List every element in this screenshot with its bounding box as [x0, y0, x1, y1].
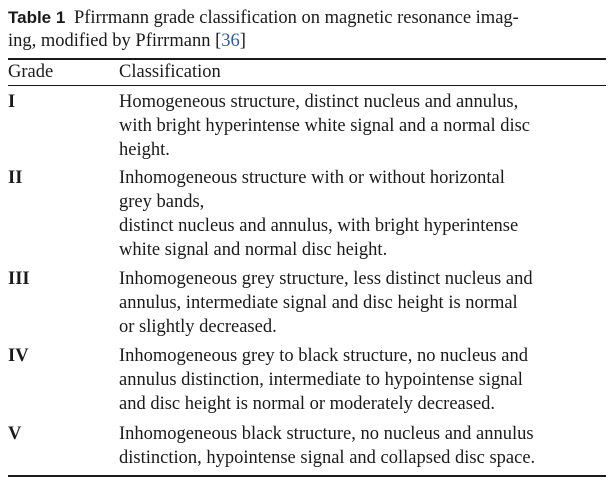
header-classification: Classification: [119, 62, 221, 82]
table-cell-line: distinction, hypointense signal and collapsed disc space.: [119, 448, 536, 468]
table-cell-line: and disc height is normal or moderately decreased.: [119, 394, 496, 414]
table-bottom-rule: [8, 475, 606, 477]
table-cell-line: Inhomogeneous structure with or without horizontal: [119, 168, 505, 188]
caption-text: Pfirrmann grade classification on magnetic resonance imag-: [73, 8, 519, 28]
table-cell-line: annulus distinction, intermediate to hypointense signal: [119, 370, 523, 390]
table-cell-line: Homogeneous structure, distinct nucleus and annulus,: [119, 92, 519, 112]
table-caption: [8, 6, 604, 53]
table-cell-line: with bright hyperintense white signal and a normal disc: [119, 116, 531, 136]
row-classification-i: [119, 90, 609, 162]
table-cell-line: white signal and normal disc height.: [119, 240, 388, 260]
row-grade-iv: IV: [8, 346, 29, 366]
table-cell-line: annulus, intermediate signal and disc height is normal: [119, 293, 518, 313]
row-grade-iii: III: [8, 269, 30, 289]
table-cell-line: Inhomogeneous grey structure, less distinct nucleus and: [119, 269, 533, 289]
row-grade-i: I: [8, 92, 16, 112]
row-classification-v: [119, 422, 609, 470]
table-cell-line: grey bands,: [119, 192, 205, 212]
caption-text-line2: ing, modified by Pfirrmann [: [8, 31, 222, 51]
citation-link[interactable]: 36: [221, 31, 240, 51]
caption-text-end: ]: [239, 31, 246, 51]
table-header-rule: [8, 85, 606, 86]
table-top-rule: [8, 58, 606, 60]
table-cell-line: Inhomogeneous grey to black structure, no nucleus and: [119, 346, 528, 366]
header-grade: Grade: [8, 62, 54, 82]
row-classification-iv: [119, 344, 609, 416]
row-classification-ii: [119, 166, 609, 262]
row-grade-v: V: [8, 424, 22, 444]
table-cell-line: Inhomogeneous black structure, no nucleus and annulus: [119, 424, 534, 444]
table-cell-line: distinct nucleus and annulus, with bright hyperintense: [119, 216, 519, 236]
table-label: Table 1: [8, 8, 66, 27]
table-cell-line: or slightly decreased.: [119, 317, 277, 337]
row-classification-iii: [119, 267, 609, 339]
row-grade-ii: II: [8, 168, 23, 188]
table-cell-line: height.: [119, 140, 170, 160]
